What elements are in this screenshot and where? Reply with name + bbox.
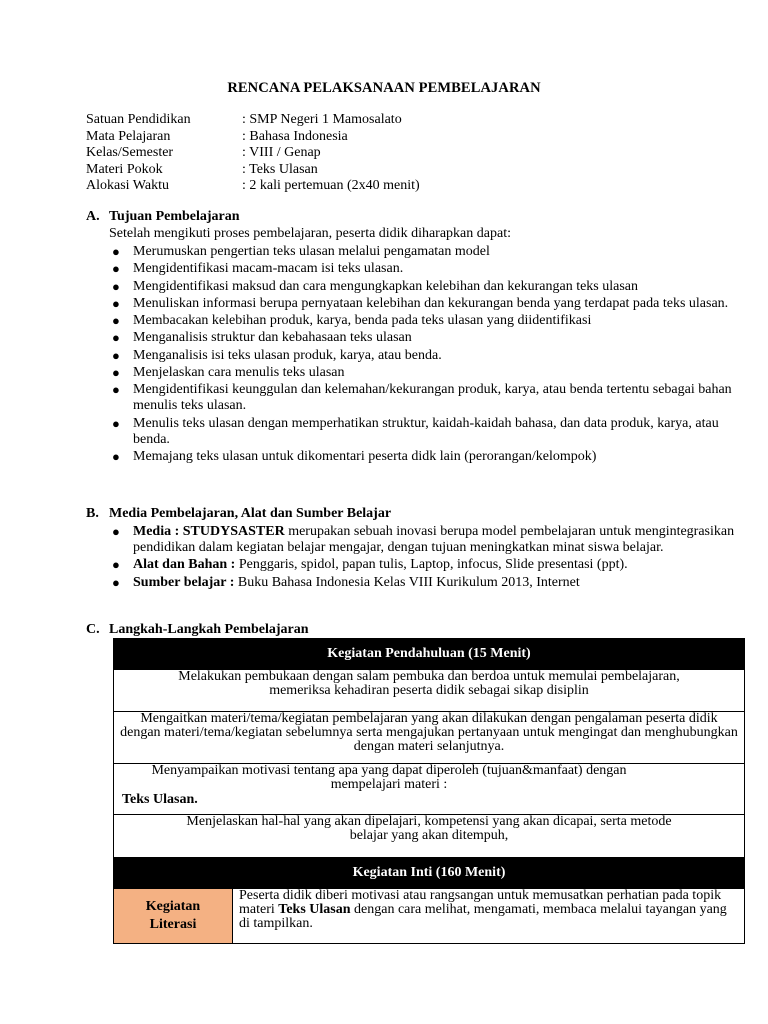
bullet-icon: ● bbox=[112, 330, 120, 346]
inti-header: Kegiatan Inti (160 Menit) bbox=[114, 858, 745, 889]
table-row bbox=[114, 815, 745, 858]
list-item bbox=[109, 279, 759, 295]
identity-label: Mata Pelajaran bbox=[86, 128, 171, 144]
list-item-text: Membacakan kelebihan produk, karya, benda pada teks ulasan yang diidentifikasi bbox=[133, 313, 592, 329]
identity-value: : 2 kali pertemuan (2x40 menit) bbox=[242, 178, 420, 193]
activity-text-bold: Teks Ulasan. bbox=[122, 792, 198, 807]
list-item-label: Media : STUDYSASTER bbox=[133, 524, 285, 539]
table-row bbox=[114, 889, 745, 944]
section-title: Langkah-Langkah Pembelajaran bbox=[109, 622, 309, 637]
table-row bbox=[114, 712, 745, 764]
list-item bbox=[109, 524, 759, 556]
section-number: B. bbox=[86, 506, 99, 521]
identity-label: Kelas/Semester bbox=[86, 145, 174, 160]
section-title: Tujuan Pembelajaran bbox=[109, 209, 240, 224]
activity-cell bbox=[114, 764, 745, 815]
activity-cell bbox=[114, 712, 745, 764]
bullet-icon: ● bbox=[112, 365, 120, 381]
list-item-text: Menganalisis struktur dan kebahasaan teks ulasan bbox=[133, 330, 412, 346]
media-list bbox=[109, 524, 759, 592]
section-number: A. bbox=[86, 209, 100, 224]
list-item-text: merupakan sebuah inovasi berupa model pembelajaran untuk mengintegrasikan pendidikan dalam kegiatan belajar mengajar, dengan tujuan meningkatkan minat siswa belajar. bbox=[133, 524, 735, 555]
literasi-text: dengan cara melihat, mengamati, membaca melalui tayangan yang di tampilkan. bbox=[239, 902, 727, 931]
table-row bbox=[114, 764, 745, 815]
identity-value: : Bahasa Indonesia bbox=[242, 128, 348, 144]
identity-value: : SMP Negeri 1 Mamosalato bbox=[242, 112, 402, 127]
activity-text: Menyampaikan motivasi tentang apa yang dapat diperoleh (tujuan&manfaat) dengan mempelajari materi : bbox=[151, 763, 627, 792]
identity-label: Alokasi Waktu bbox=[86, 178, 169, 193]
list-item bbox=[109, 244, 759, 260]
section-title: Media Pembelajaran, Alat dan Sumber Belajar bbox=[109, 506, 392, 521]
bullet-icon: ● bbox=[112, 382, 120, 398]
list-item bbox=[109, 557, 759, 573]
activity-text: Menjelaskan hal-hal yang akan dipelajari, kompetensi yang akan dicapai, serta metode belajar yang akan ditempuh, bbox=[186, 814, 672, 843]
activities-table bbox=[113, 638, 745, 944]
identity-block bbox=[86, 112, 420, 195]
table-row bbox=[114, 858, 745, 889]
bullet-icon: ● bbox=[112, 415, 120, 431]
document-title: RENCANA PELAKSANAAN PEMBELAJARAN bbox=[227, 80, 541, 96]
list-item-text: Merumuskan pengertian teks ulasan melalui pengamatan model bbox=[133, 244, 490, 259]
bullet-icon: ● bbox=[112, 524, 120, 539]
bullet-icon: ● bbox=[112, 347, 120, 363]
section-a-heading bbox=[86, 209, 240, 225]
list-item bbox=[109, 416, 759, 448]
list-item bbox=[109, 365, 759, 381]
identity-label: Materi Pokok bbox=[86, 161, 163, 177]
list-item-text: Menganalisis isi teks ulasan produk, karya, atau benda. bbox=[133, 347, 442, 363]
list-item-text: Mengidentifikasi maksud dan cara mengungkapkan kelebihan dan kekurangan teks ulasan bbox=[133, 278, 639, 294]
list-item-label: Alat dan Bahan : bbox=[133, 557, 236, 573]
list-item bbox=[109, 575, 759, 591]
identity-row bbox=[86, 178, 420, 195]
identity-row bbox=[86, 145, 420, 162]
list-item bbox=[109, 261, 759, 277]
section-b-heading bbox=[86, 506, 391, 522]
bullet-icon: ● bbox=[112, 557, 120, 573]
literasi-text-bold: Teks Ulasan bbox=[278, 902, 351, 917]
identity-row bbox=[86, 162, 420, 179]
list-item bbox=[109, 313, 759, 329]
identity-value: : Teks Ulasan bbox=[242, 161, 318, 177]
table-row bbox=[114, 639, 745, 670]
bullet-icon: ● bbox=[112, 448, 120, 464]
identity-row bbox=[86, 112, 420, 129]
list-item-text: Mengidentifikasi macam-macam isi teks ulasan. bbox=[133, 261, 404, 277]
list-item-text: Buku Bahasa Indonesia Kelas VIII Kurikulum 2013, Internet bbox=[234, 574, 580, 590]
bullet-icon: ● bbox=[112, 313, 120, 329]
literasi-label-cell bbox=[114, 889, 233, 944]
list-item bbox=[109, 330, 759, 346]
objectives-list bbox=[109, 244, 759, 466]
bullet-icon: ● bbox=[112, 261, 120, 277]
literasi-label: Kegiatan bbox=[145, 899, 201, 914]
activity-cell bbox=[114, 670, 745, 712]
bullet-icon: ● bbox=[112, 574, 120, 590]
list-item-text: Memajang teks ulasan untuk dikomentari peserta didk lain (perorangan/kelompok) bbox=[133, 448, 597, 464]
list-item-label: Sumber belajar : bbox=[133, 574, 235, 590]
literasi-label: Literasi bbox=[149, 917, 197, 932]
identity-row bbox=[86, 129, 420, 146]
list-item-text: Menulis teks ulasan dengan memperhatikan struktur, kaidah-kaidah bahasa, dan data produk, karya, atau benda. bbox=[133, 415, 719, 447]
activity-cell bbox=[114, 815, 745, 858]
table-row bbox=[114, 670, 745, 712]
identity-label: Satuan Pendidikan bbox=[86, 112, 191, 127]
list-item-text: Penggaris, spidol, papan tulis, Laptop, infocus, Slide presentasi (ppt). bbox=[235, 557, 628, 573]
section-number: C. bbox=[86, 622, 100, 637]
list-item-text: Mengidentifikasi keunggulan dan kelemahan/kekurangan produk, karya, atau benda tertentu sebagai bahan menulis teks ulasan. bbox=[133, 382, 732, 414]
literasi-text-cell bbox=[233, 889, 745, 944]
bullet-icon: ● bbox=[112, 295, 120, 311]
literasi-text: Peserta didik diberi motivasi atau rangsangan untuk memusatkan perhatian pada topik materi bbox=[239, 888, 722, 917]
section-c-heading bbox=[86, 622, 309, 638]
list-item-text: Menuliskan informasi berupa pernyataan kelebihan dan kekurangan benda yang terdapat pada teks ulasan. bbox=[133, 295, 729, 311]
list-item bbox=[109, 348, 759, 364]
pendahuluan-header: Kegiatan Pendahuluan (15 Menit) bbox=[114, 639, 745, 670]
list-item bbox=[109, 449, 759, 465]
activity-text: Melakukan pembukaan dengan salam pembuka dan berdoa untuk memulai pembelajaran, memeriksa kehadiran peserta didik sebagai sikap disiplin bbox=[178, 669, 680, 698]
bullet-icon: ● bbox=[112, 278, 120, 294]
list-item-text: Menjelaskan cara menulis teks ulasan bbox=[133, 365, 345, 381]
identity-value: : VIII / Genap bbox=[242, 145, 321, 160]
list-item bbox=[109, 382, 759, 414]
bullet-icon: ● bbox=[112, 244, 120, 259]
list-item bbox=[109, 296, 759, 312]
section-a-intro: Setelah mengikuti proses pembelajaran, peserta didik diharapkan dapat: bbox=[109, 226, 511, 241]
activity-text: Mengaitkan materi/tema/kegiatan pembelajaran yang akan dilakukan dengan pengalaman peserta didik dengan materi/tema/kegiatan sebelumnya serta mengajukan pertanyaan untuk mengingat dan menghubungkan dengan materi selanjutnya. bbox=[120, 711, 738, 754]
